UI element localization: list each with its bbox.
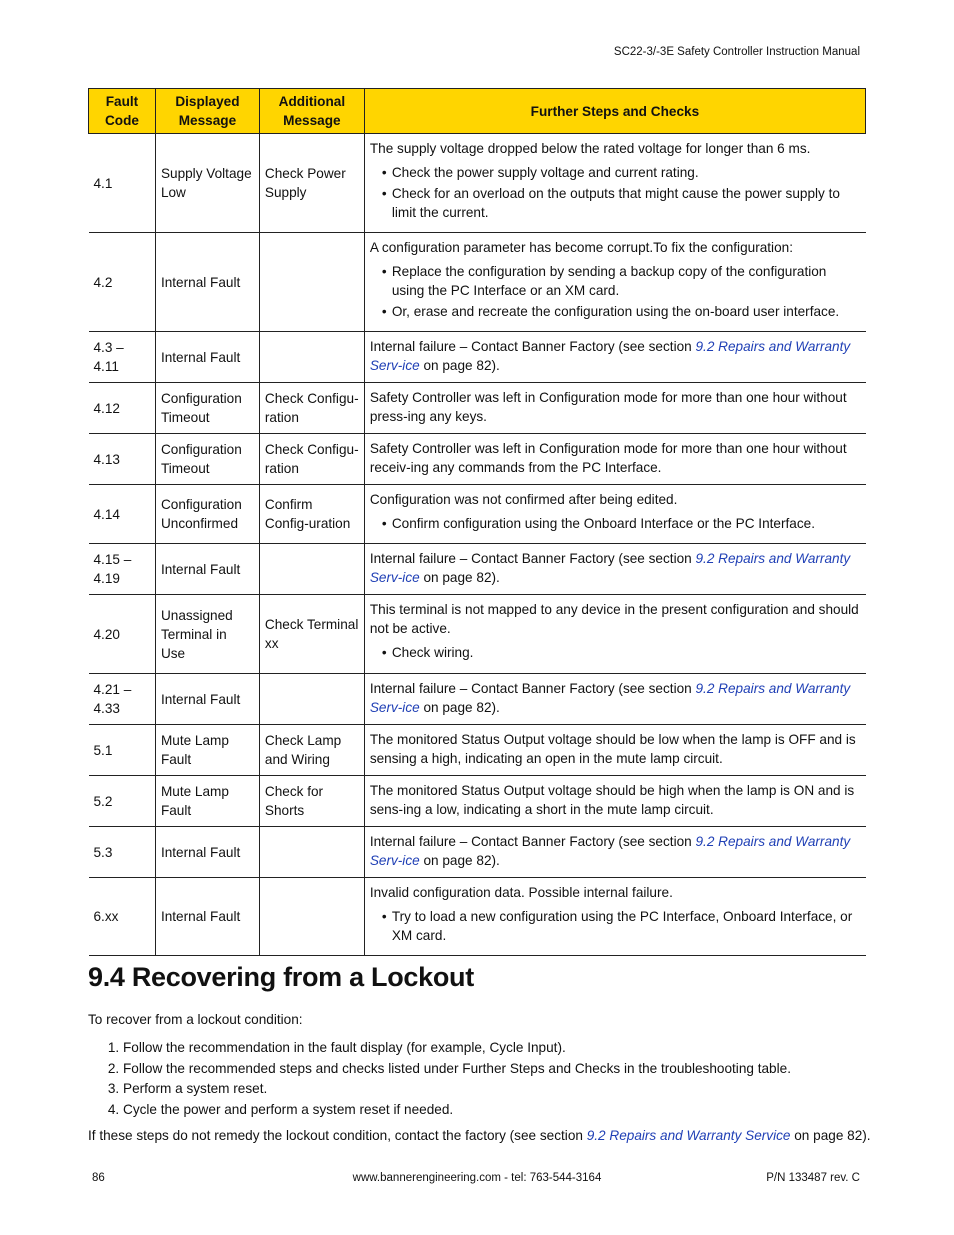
column-header-fault-code: Fault Code (89, 89, 156, 134)
steps-text-end: on page 82). (419, 358, 500, 373)
further-steps-cell (364, 827, 865, 878)
further-steps-cell (364, 233, 865, 332)
column-header-additional-message: Additional Message (259, 89, 364, 134)
displayed-message-cell: Configuration Timeout (155, 383, 259, 434)
displayed-message-cell: Configuration Timeout (155, 434, 259, 485)
section-title: 9.4 Recovering from a Lockout (88, 962, 474, 992)
table-header-row (89, 89, 866, 134)
steps-bullet-list (370, 163, 861, 222)
further-steps-cell (364, 595, 865, 674)
additional-message-cell (259, 332, 364, 383)
fault-code-cell: 4.15 – 4.19 (89, 544, 156, 595)
steps-text: Invalid configuration data. Possible internal failure. (369, 885, 673, 900)
additional-message-cell (259, 544, 364, 595)
recovery-steps (88, 1038, 791, 1120)
fault-code-cell: 4.20 (89, 595, 156, 674)
further-steps-cell (364, 332, 865, 383)
further-steps-cell (364, 434, 865, 485)
list-item: • Check the power supply voltage and current rating. (392, 163, 861, 182)
list-item: • Check wiring. (392, 643, 861, 662)
list-item: 1. Follow the recommendation in the fault display (for example, Cycle Input). (123, 1038, 791, 1059)
troubleshooting-table (88, 88, 866, 956)
steps-text: Internal failure – Contact Banner Factory (see section (369, 339, 696, 354)
steps-bullet-list (370, 643, 861, 662)
displayed-message-cell: Unassigned Terminal in Use (155, 595, 259, 674)
list-item: 3. Perform a system reset. (123, 1079, 791, 1100)
list-item: • Replace the configuration by sending a backup copy of the configuration using the PC Interface or an XM card. (392, 262, 861, 300)
additional-message-cell: Confirm Config-uration (259, 485, 364, 544)
fault-code-cell: 5.2 (89, 776, 156, 827)
part-number: P/N 133487 rev. C (766, 1172, 860, 1184)
fault-code-cell: 4.1 (89, 134, 156, 233)
fault-code-cell: 4.12 (89, 383, 156, 434)
further-steps-cell (364, 878, 865, 956)
fault-code-cell: 5.3 (89, 827, 156, 878)
steps-text: A configuration parameter has become corrupt.To fix the configuration: (369, 240, 793, 255)
displayed-message-cell: Internal Fault (155, 233, 259, 332)
page-number: 86 (92, 1172, 105, 1184)
additional-message-cell: Check Terminal xx (259, 595, 364, 674)
steps-text-end: on page 82). (419, 700, 500, 715)
displayed-message-cell: Internal Fault (155, 827, 259, 878)
table-row (89, 776, 866, 827)
displayed-message-cell: Internal Fault (155, 332, 259, 383)
repairs-warranty-link[interactable]: 9.2 Repairs and Warranty Serv-ice (369, 681, 851, 715)
table-row (89, 725, 866, 776)
table-row (89, 485, 866, 544)
steps-bullet-list (370, 262, 861, 321)
further-steps-cell (364, 674, 865, 725)
additional-message-cell: Check Lamp and Wiring (259, 725, 364, 776)
additional-message-cell (259, 674, 364, 725)
closing-paragraph (88, 1128, 871, 1143)
steps-text-end: on page 82). (419, 853, 500, 868)
list-item: • Confirm configuration using the Onboard Interface or the PC Interface. (392, 514, 861, 533)
table-row (89, 827, 866, 878)
closing-text-end: on page 82). (790, 1128, 871, 1143)
additional-message-cell: Check Configu-ration (259, 434, 364, 485)
table-row (89, 383, 866, 434)
table-row (89, 544, 866, 595)
displayed-message-cell: Internal Fault (155, 674, 259, 725)
further-steps-cell (364, 776, 865, 827)
further-steps-cell (364, 383, 865, 434)
steps-text: The supply voltage dropped below the rated voltage for longer than 6 ms. (369, 141, 811, 156)
list-item: • Or, erase and recreate the configuration using the on-board user interface. (392, 302, 861, 321)
additional-message-cell: Check Power Supply (259, 134, 364, 233)
repairs-warranty-link[interactable]: 9.2 Repairs and Warranty Service (586, 1128, 791, 1143)
steps-bullet-list (370, 907, 861, 945)
displayed-message-cell: Supply Voltage Low (155, 134, 259, 233)
additional-message-cell: Check for Shorts (259, 776, 364, 827)
list-item: 4. Cycle the power and perform a system reset if needed. (123, 1100, 791, 1121)
displayed-message-cell: Internal Fault (155, 878, 259, 956)
column-header-further-steps: Further Steps and Checks (364, 89, 865, 134)
displayed-message-cell: Configuration Unconfirmed (155, 485, 259, 544)
further-steps-cell (364, 544, 865, 595)
steps-text: This terminal is not mapped to any device in the present configuration and should not be active. (369, 602, 859, 636)
steps-text: Internal failure – Contact Banner Factory (see section (369, 681, 696, 696)
fault-code-cell: 6.xx (89, 878, 156, 956)
fault-code-cell: 4.14 (89, 485, 156, 544)
table-row (89, 134, 866, 233)
fault-code-cell: 5.1 (89, 725, 156, 776)
further-steps-cell (364, 725, 865, 776)
column-header-displayed-message: Displayed Message (155, 89, 259, 134)
list-item: • Try to load a new configuration using the PC Interface, Onboard Interface, or XM card. (392, 907, 861, 945)
displayed-message-cell: Internal Fault (155, 544, 259, 595)
steps-text: The monitored Status Output voltage should be low when the lamp is OFF and is sensing a high, indicating an open in the mute lamp circuit. (369, 732, 856, 766)
closing-text: If these steps do not remedy the lockout condition, contact the factory (see section (88, 1128, 587, 1143)
repairs-warranty-link[interactable]: 9.2 Repairs and Warranty Serv-ice (369, 551, 851, 585)
fault-code-cell: 4.21 – 4.33 (89, 674, 156, 725)
table-row (89, 332, 866, 383)
fault-code-cell: 4.13 (89, 434, 156, 485)
table-row (89, 595, 866, 674)
fault-code-cell: 4.3 – 4.11 (89, 332, 156, 383)
table-row (89, 674, 866, 725)
table-row (89, 233, 866, 332)
manual-title: SC22-3/-3E Safety Controller Instruction Manual (613, 46, 860, 58)
further-steps-cell (364, 134, 865, 233)
additional-message-cell (259, 878, 364, 956)
steps-text: Safety Controller was left in Configuration mode for more than one hour without press-ing any keys. (369, 390, 847, 424)
repairs-warranty-link[interactable]: 9.2 Repairs and Warranty Serv-ice (369, 339, 851, 373)
steps-text: The monitored Status Output voltage should be high when the lamp is ON and is sens-ing a low, indicating a short in the mute lamp circuit. (369, 783, 855, 817)
steps-text-end: on page 82). (419, 570, 500, 585)
steps-text: Configuration was not confirmed after being edited. (369, 492, 678, 507)
list-item: 2. Follow the recommended steps and checks listed under Further Steps and Checks in the troubleshooting table. (123, 1059, 791, 1080)
section-intro: To recover from a lockout condition: (88, 1012, 303, 1027)
displayed-message-cell: Mute Lamp Fault (155, 725, 259, 776)
repairs-warranty-link[interactable]: 9.2 Repairs and Warranty Serv-ice (369, 834, 851, 868)
steps-text: Internal failure – Contact Banner Factory (see section (369, 551, 696, 566)
footer-contact: www.bannerengineering.com - tel: 763-544-3164 (352, 1172, 602, 1184)
list-item: • Check for an overload on the outputs that might cause the power supply to limit the current. (392, 184, 861, 222)
further-steps-cell (364, 485, 865, 544)
table-row (89, 878, 866, 956)
steps-bullet-list (370, 514, 861, 533)
displayed-message-cell: Mute Lamp Fault (155, 776, 259, 827)
additional-message-cell (259, 233, 364, 332)
table-row (89, 434, 866, 485)
additional-message-cell (259, 827, 364, 878)
steps-text: Internal failure – Contact Banner Factory (see section (369, 834, 696, 849)
steps-text: Safety Controller was left in Configuration mode for more than one hour without receiv-ing any commands from the PC Interface. (369, 441, 847, 475)
additional-message-cell: Check Configu-ration (259, 383, 364, 434)
fault-code-cell: 4.2 (89, 233, 156, 332)
